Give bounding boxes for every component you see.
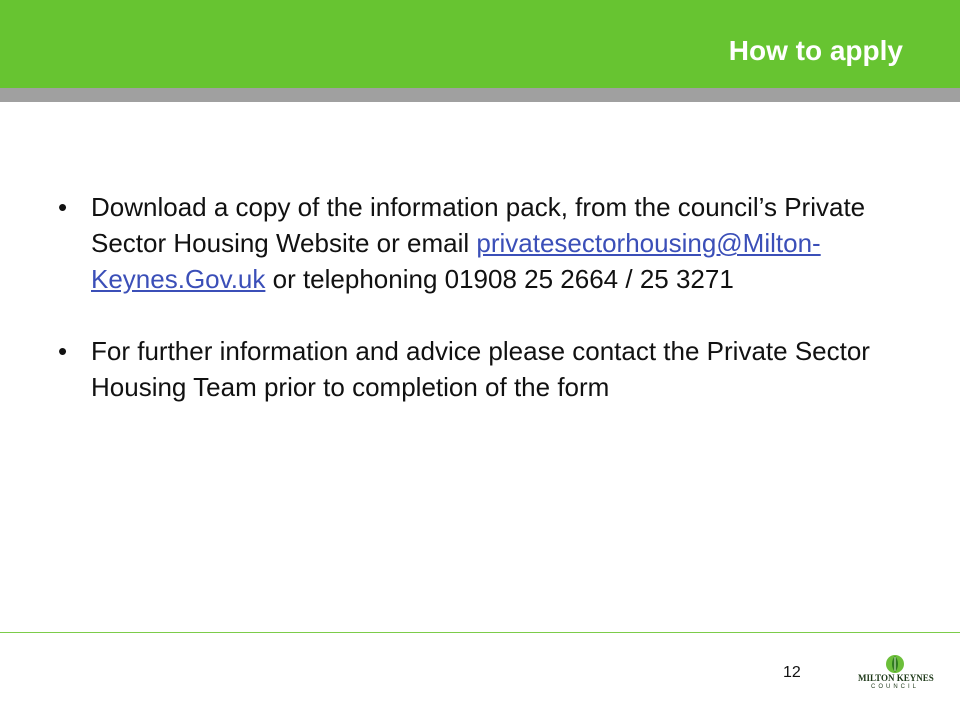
list-item [58, 333, 888, 405]
bullet-text-after: or telephoning 01908 25 2664 / 25 3271 [265, 264, 734, 294]
header-bar [0, 0, 960, 88]
bullet-marker: • [58, 192, 68, 222]
bullet-list [58, 189, 888, 441]
email-link[interactable]: privatesectorhousing@Milton-Keynes.Gov.uk [91, 228, 821, 294]
bullet-text-before: Download a copy of the information pack, from the council’s Private Sector Housing Website or email [91, 192, 866, 258]
page-number: 12 [783, 664, 801, 681]
logo-text-line1: MILTON KEYNES [858, 673, 934, 683]
footer-divider [0, 632, 960, 633]
logo-text-line2: COUNCIL [870, 684, 919, 690]
bullet-text: For further information and advice please contact the Private Sector Housing Team prior to completion of the form [91, 336, 870, 402]
leaf-logo-icon [885, 654, 905, 674]
bullet-marker: • [58, 336, 68, 366]
header-divider [0, 88, 960, 102]
list-item [58, 189, 888, 297]
council-logo [858, 654, 932, 692]
page-title: How to apply [728, 35, 903, 66]
